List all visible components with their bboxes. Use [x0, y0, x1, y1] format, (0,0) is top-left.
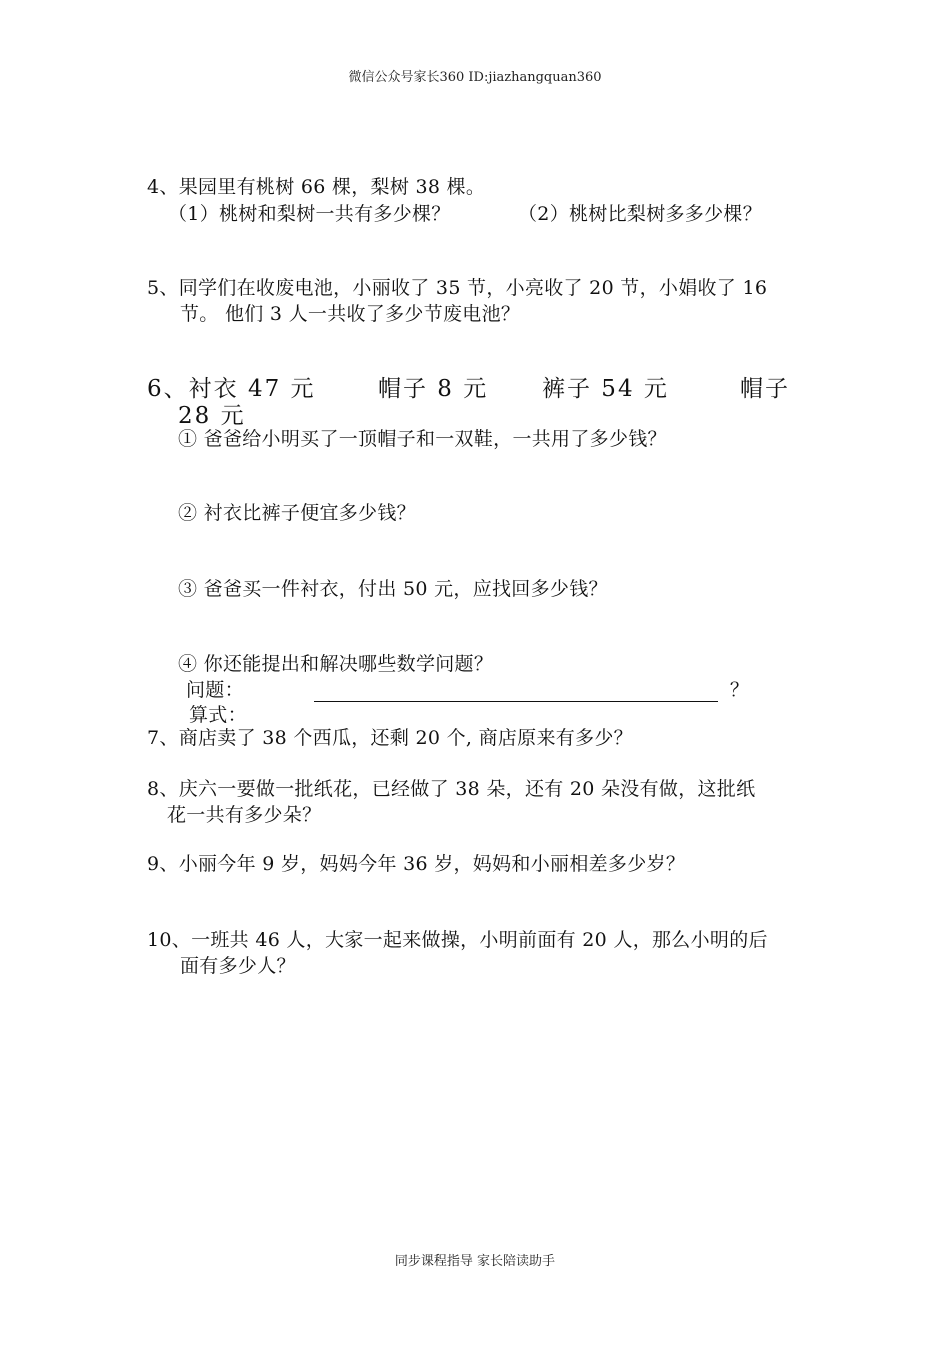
question-6-sub-3: ③ 爸爸买一件衬衣，付出 50 元，应找回多少钱？ — [178, 578, 608, 600]
question-6-sub-2: ② 衬衣比裤子便宜多少钱？ — [178, 502, 416, 524]
question-label: 问题： — [186, 679, 244, 701]
question-8-text-line-2: 花一共有多少朵？ — [167, 804, 322, 826]
question-6-item-hat: 帽子 8 元 — [378, 376, 489, 402]
question-5-text-line-1: 5、同学们在收废电池，小丽收了 35 节，小亮收了 20 节，小娟收了 16 — [147, 277, 768, 299]
question-6-question-row — [186, 675, 749, 702]
question-4-sub-1: （1）桃树和梨树一共有多少棵？ — [168, 203, 451, 225]
question-8-text-line-1: 8、庆六一要做一批纸花，已经做了 38 朵，还有 20 朵没有做，这批纸 — [147, 778, 756, 800]
question-mark: ？ — [729, 679, 750, 701]
question-6-sub-4: ④ 你还能提出和解决哪些数学问题？ — [178, 653, 494, 675]
answer-blank[interactable] — [314, 683, 718, 702]
question-7-text: 7、商店卖了 38 个西瓜，还剩 20 个, 商店原来有多少？ — [147, 727, 633, 749]
question-6-formula-label: 算式： — [189, 704, 247, 726]
page-header: 微信公众号家长360 ID:jiazhangquan360 — [348, 70, 602, 85]
question-5-text-line-2: 节。 他们 3 人一共收了多少节废电池？ — [180, 303, 521, 325]
question-6-item-pants: 裤子 54 元 — [542, 376, 669, 402]
question-9-text: 9、小丽今年 9 岁，妈妈今年 36 岁，妈妈和小丽相差多少岁？ — [147, 853, 686, 875]
question-4-sub-2: （2）桃树比梨树多多少棵？ — [518, 203, 762, 225]
question-6-item-hat-2: 帽子 — [740, 376, 790, 402]
question-6-item-shirt: 6、衬衣 47 元 — [147, 376, 316, 402]
question-6-item-hat-2-price: 28 元 — [178, 403, 246, 429]
page-footer: 同步课程指导 家长陪读助手 — [394, 1254, 556, 1269]
question-10-text-line-1: 10、一班共 46 人，大家一起来做操，小明前面有 20 人，那么小明的后 — [147, 929, 768, 951]
question-6-sub-1: ① 爸爸给小明买了一顶帽子和一双鞋，一共用了多少钱？ — [178, 428, 667, 450]
question-4-text: 4、果园里有桃树 66 棵，梨树 38 棵。 — [147, 176, 486, 198]
question-10-text-line-2: 面有多少人？ — [180, 955, 296, 977]
